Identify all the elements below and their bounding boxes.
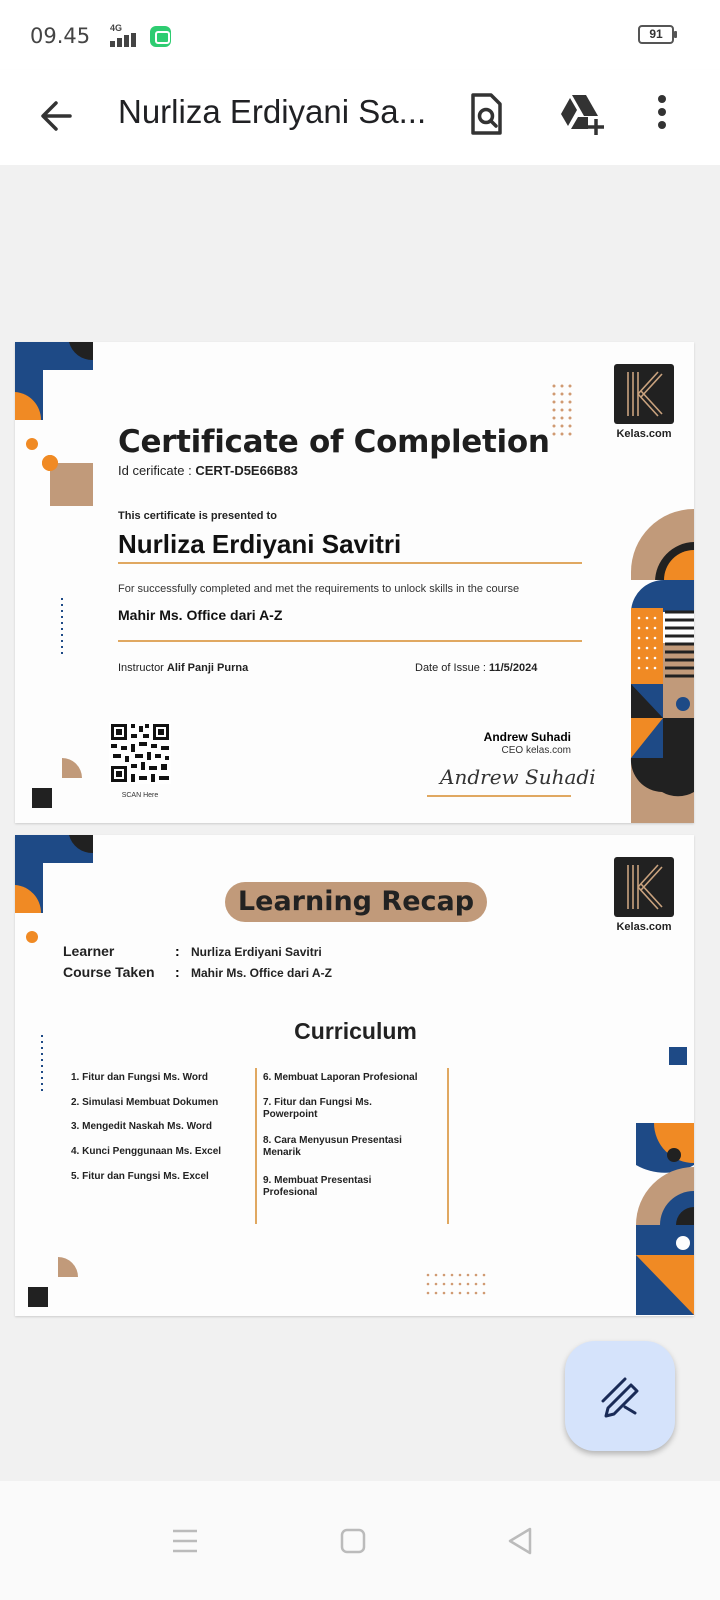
more-options-button[interactable] <box>636 86 692 142</box>
more-vert-icon <box>636 86 692 142</box>
completion-statement: For successfully completed and met the requirements to unlock skills in the course <box>118 583 520 595</box>
find-in-document-button[interactable] <box>458 86 514 142</box>
column-divider <box>255 1068 257 1224</box>
recipient-name: Nurliza Erdiyani Savitri <box>118 529 402 559</box>
curriculum-title: Curriculum <box>294 1018 417 1044</box>
system-navigation-bar <box>0 1481 720 1600</box>
back-triangle-icon <box>500 1521 540 1561</box>
certificate-title: Certificate of Completion <box>118 424 550 460</box>
curriculum-item: 2. Simulasi Membuat Dokumen <box>71 1097 219 1108</box>
edit-pen-icon <box>565 1341 675 1451</box>
signature: Andrew Suhadi <box>440 765 596 789</box>
curriculum-item: 7. Fitur dan Fungsi Ms. Powerpoint <box>263 1097 372 1120</box>
curriculum-item: 6. Membuat Laporan Profesional <box>263 1072 418 1083</box>
curriculum-item: 4. Kunci Penggunaan Ms. Excel <box>71 1146 222 1157</box>
k-logo-icon <box>614 364 674 424</box>
course-taken-value: Mahir Ms. Office dari A-Z <box>191 966 332 980</box>
edit-fab-button[interactable] <box>565 1341 675 1451</box>
signature-line <box>427 795 571 797</box>
arrow-back-icon <box>30 88 86 144</box>
colon: : <box>175 943 180 959</box>
document-viewer[interactable] <box>0 165 720 1481</box>
kelas-logo <box>614 857 674 917</box>
course-name: Mahir Ms. Office dari A-Z <box>118 607 283 623</box>
app-toolbar <box>0 70 720 165</box>
home-button[interactable] <box>333 1521 373 1561</box>
signal-icon <box>110 33 140 47</box>
drive-add-icon <box>552 86 608 142</box>
instructor-label: Instructor <box>118 662 167 674</box>
signer-role: CEO kelas.com <box>501 745 571 756</box>
learning-recap-page <box>15 835 694 1316</box>
k-logo-icon <box>614 857 674 917</box>
divider <box>118 562 582 564</box>
issue-date-label: Date of Issue : <box>415 662 489 674</box>
logo-caption: Kelas.com <box>616 428 672 440</box>
certificate-id-value: CERT-D5E66B83 <box>195 463 298 478</box>
instructor-line <box>118 662 248 674</box>
home-square-icon <box>333 1521 373 1561</box>
curriculum-item: 1. Fitur dan Fungsi Ms. Word <box>71 1072 209 1083</box>
chat-notification-icon <box>150 26 171 47</box>
logo-caption: Kelas.com <box>616 921 672 933</box>
document-title: Nurliza Erdiyani Sa... <box>118 93 427 130</box>
learning-recap-title: Learning Recap <box>225 882 487 922</box>
certificate-id-label: Id cerificate : <box>118 463 196 478</box>
document-search-icon <box>458 86 514 142</box>
learner-value: Nurliza Erdiyani Savitri <box>191 945 322 959</box>
curriculum-item: 9. Membuat Presentasi Profesional <box>263 1175 372 1198</box>
back-button[interactable] <box>30 88 86 144</box>
column-divider <box>447 1068 449 1224</box>
colon: : <box>175 964 180 980</box>
kelas-logo <box>614 364 674 424</box>
battery-icon: 91 <box>638 25 674 44</box>
back-nav-button[interactable] <box>500 1521 540 1561</box>
curriculum-item: 5. Fitur dan Fungsi Ms. Excel <box>71 1171 209 1182</box>
certificate-id <box>118 463 298 478</box>
curriculum-item: 8. Cara Menyusun Presentasi Menarik <box>263 1135 402 1158</box>
add-to-drive-button[interactable] <box>552 86 608 142</box>
recent-apps-button[interactable] <box>165 1521 205 1561</box>
presented-to-label: This certificate is presented to <box>118 510 277 522</box>
signer-name: Andrew Suhadi <box>483 730 571 744</box>
curriculum-item: 3. Mengedit Naskah Ms. Word <box>71 1121 212 1132</box>
qr-caption: SCAN Here <box>121 792 159 799</box>
qr-code-icon <box>109 722 171 784</box>
network-type-label: 4G <box>110 23 123 33</box>
divider <box>118 640 582 642</box>
learner-label: Learner <box>63 943 115 959</box>
issue-date-value: 11/5/2024 <box>488 662 538 674</box>
issue-date-line <box>415 662 537 674</box>
course-taken-label: Course Taken <box>63 964 155 980</box>
status-bar <box>0 0 720 70</box>
instructor-name: Alif Panji Purna <box>166 662 249 674</box>
status-time: 09.45 <box>30 24 91 48</box>
menu-lines-icon <box>165 1521 205 1561</box>
certificate-page <box>15 342 694 823</box>
